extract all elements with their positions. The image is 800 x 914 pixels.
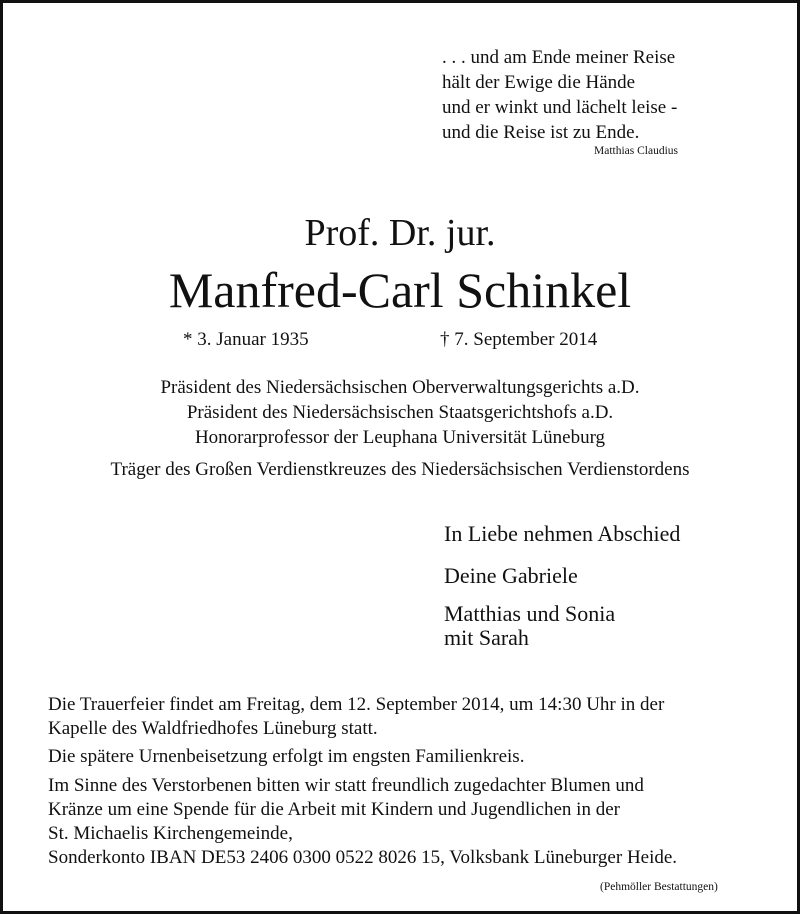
funeral-notice <box>48 693 664 741</box>
deceased-name: Manfred-Carl Schinkel <box>168 262 632 318</box>
notice-line: St. Michaelis Kirchengemeinde, <box>48 823 293 844</box>
award-line: Träger des Großen Verdienstkreuzes des Niedersächsischen Verdienstordens <box>110 459 690 480</box>
role-line: Honorarprofessor der Leuphana Universität Lüneburg <box>194 427 606 448</box>
funeral-home-credit: (Pehmöller Bestattungen) <box>600 881 718 893</box>
mourner-line: Matthias und Sonia <box>444 601 616 626</box>
notice-line: Die Trauerfeier findet am Freitag, dem 12. September 2014, um 14:30 Uhr in der <box>48 694 665 715</box>
roles-list <box>3 375 797 450</box>
notice-line: Sonderkonto IBAN DE53 2406 0300 0522 8026 15, Volksbank Lüneburger Heide. <box>48 847 678 868</box>
poem-author: Matthias Claudius <box>594 145 679 157</box>
notice-line: Kränze um eine Spende für die Arbeit mit Kindern und Jugendlichen in der <box>48 799 620 820</box>
death-date: † 7. September 2014 <box>440 329 598 350</box>
birth-date: * 3. Januar 1935 <box>183 329 309 350</box>
notice-line: Im Sinne des Verstorbenen bitten wir statt freundlich zugedachter Blumen und <box>48 775 644 796</box>
role-line: Präsident des Niedersächsischen Staatsgerichtshofs a.D. <box>186 402 614 423</box>
mourners-intro: In Liebe nehmen Abschied <box>444 521 681 546</box>
poem-line: und die Reise ist zu Ende. <box>442 122 640 143</box>
burial-notice <box>48 745 524 769</box>
donation-notice <box>48 774 677 870</box>
notice-line: Kapelle des Waldfriedhofes Lüneburg statt. <box>48 718 378 739</box>
notice-line: Die spätere Urnenbeisetzung erfolgt im engsten Familienkreis. <box>48 746 525 767</box>
poem-line: und er winkt und lächelt leise - <box>442 97 678 118</box>
mourner-line: Deine Gabriele <box>444 563 578 588</box>
mourner-line: mit Sarah <box>444 625 529 650</box>
poem-line: hält der Ewige die Hände <box>442 72 636 93</box>
academic-title: Prof. Dr. jur. <box>304 212 496 254</box>
poem-line: . . . und am Ende meiner Reise <box>442 47 676 68</box>
poem <box>442 45 677 145</box>
role-line: Präsident des Niedersächsischen Oberverwaltungsgerichts a.D. <box>160 377 640 398</box>
